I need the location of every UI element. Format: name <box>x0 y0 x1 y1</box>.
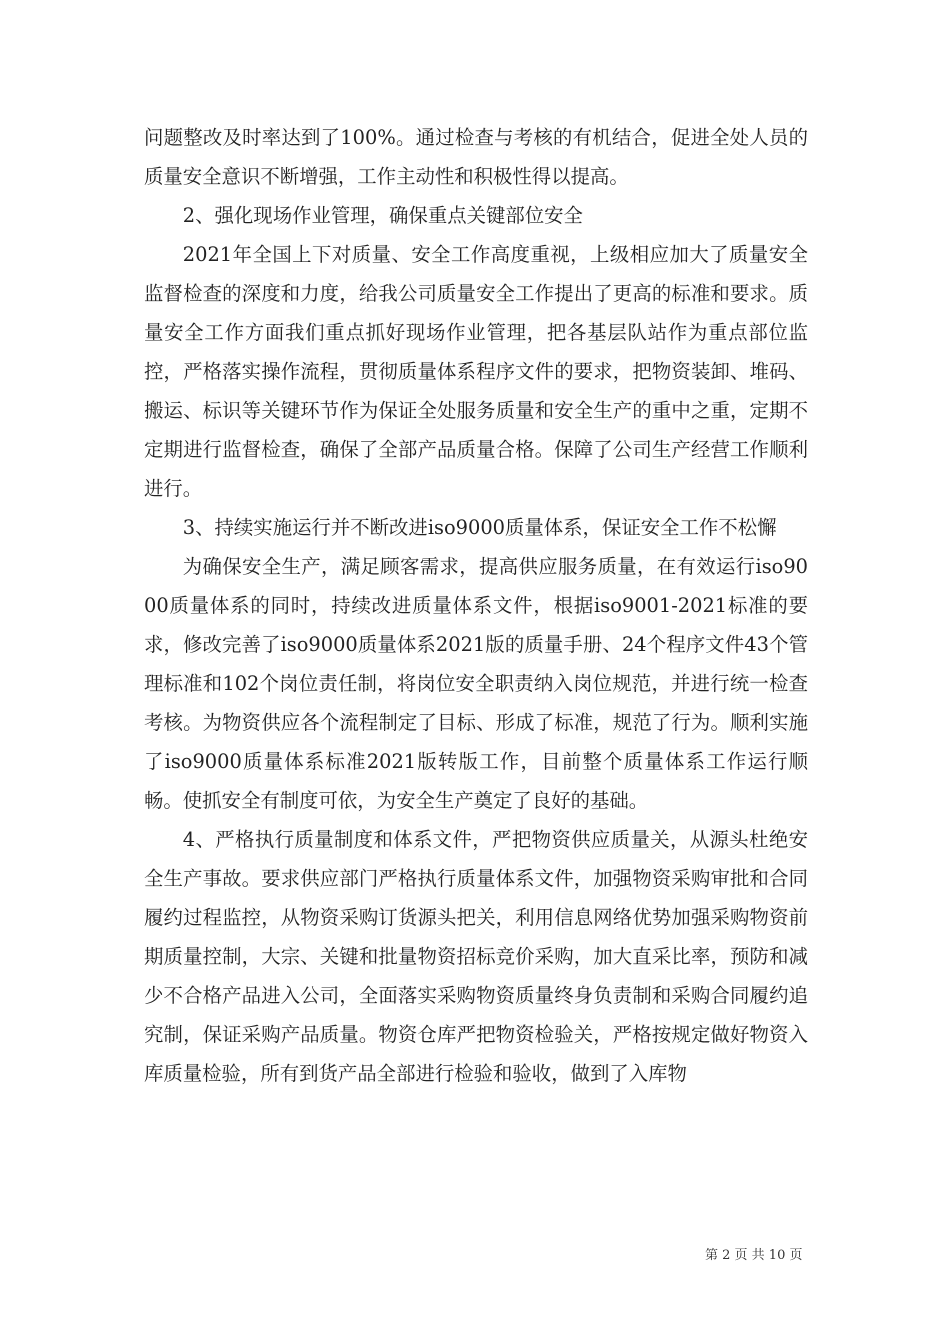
paragraph-quality-system: 为确保安全生产，满足顾客需求，提高供应服务质量，在有效运行iso9000质量体系的同时，持续改进质量体系文件，根据iso9001-2021标准的要求，修改完善了iso9000质量体系2021版的质量手册、24个程序文件43个管理标准和102个岗位责任制，将岗位安全职责纳入岗位规范，并进行统一检查考核。为物资供应各个流程制定了目标、形成了标准，规范了行为。顺利实施了iso9000质量体系标准2021版转版工作，目前整个质量体系工作运行顺畅。使抓安全有制度可依，为安全生产奠定了良好的基础。 <box>144 555 808 812</box>
document-body <box>144 118 808 1093</box>
paragraph-site-management: 2021年全国上下对质量、安全工作高度重视，上级相应加大了质量安全监督检查的深度和力度，给我公司质量安全工作提出了更高的标准和要求。质量安全工作方面我们重点抓好现场作业管理，把各基层队站作为重点部位监控，严格落实操作流程，贯彻质量体系程序文件的要求，把物资装卸、堆码、搬运、标识等关键环节作为保证全处服务质量和安全生产的重中之重，定期不定期进行监督检查，确保了全部产品质量合格。保障了公司生产经营工作顺利进行。 <box>144 243 808 500</box>
paragraph-section-4: 4、严格执行质量制度和体系文件，严把物资供应质量关，从源头杜绝安全生产事故。要求供应部门严格执行质量体系文件，加强物资采购审批和合同履约过程监控，从物资采购订货源头把关，利用信息网络优势加强采购物资前期质量控制，大宗、关键和批量物资招标竞价采购，加大直采比率，预防和减少不合格产品进入公司，全面落实采购物资质量终身负责制和采购合同履约追究制，保证采购产品质量。物资仓库严把物资检验关，严格按规定做好物资入库质量检验，所有到货产品全部进行检验和验收，做到了入库物 <box>144 828 808 1085</box>
section-heading-3: 3、持续实施运行并不断改进iso9000质量体系，保证安全工作不松懈 <box>182 516 777 539</box>
page-number: 第 2 页 共 10 页 <box>705 1248 803 1263</box>
section-heading-2: 2、强化现场作业管理，确保重点关键部位安全 <box>182 204 583 227</box>
paragraph-intro-continuation: 问题整改及时率达到了100%。通过检查与考核的有机结合，促进全处人员的质量安全意识不断增强，工作主动性和积极性得以提高。 <box>144 126 808 188</box>
